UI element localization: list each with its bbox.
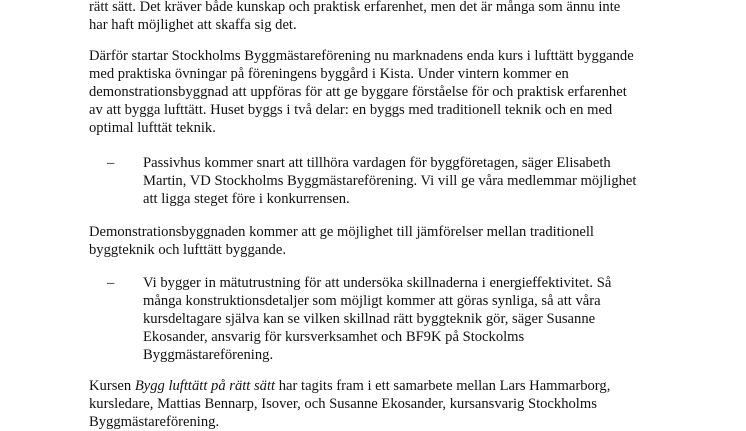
quote-1-line-2: Martin, VD Stockholms Byggmästareförening. Vi vill ge våra medlemmar möjlighet	[143, 173, 637, 189]
quote-2-line-1: Vi bygger in mätutrustning för att undersöka skillnaderna i energieffektivitet. Så	[143, 275, 612, 291]
paragraph-2-line-5: optimal lufttät teknik.	[89, 120, 216, 136]
paragraph-3-line-2: byggteknik och lufttätt byggande.	[89, 242, 286, 258]
paragraph-4-suffix: har tagits fram i ett samarbete mellan Lars Hammarborg,	[275, 378, 611, 394]
paragraph-2-line-3: demonstrationsbyggnad att uppföras för att ge byggare förståelse för och praktisk erfarenhet	[89, 84, 627, 100]
paragraph-4-prefix: Kursen	[89, 378, 135, 394]
paragraph-4-line-1	[89, 377, 610, 395]
paragraph-4-line-2: kursledare, Mattias Bennarp, Isover, och Susanne Ekosander, kursansvarig Stockholms	[89, 396, 597, 412]
paragraph-2-line-2: med praktiska övningar på föreningens byggård i Kista. Under vintern kommer en	[89, 66, 569, 82]
paragraph-1-line-1: rätt sätt. Det kräver både kunskap och praktisk erfarenhet, men det är många som ännu inte	[89, 0, 621, 15]
paragraph-4	[89, 377, 610, 431]
quote-2-line-3: kursdeltagare själva kan se vilken skillnad rätt byggteknik gör, säger Susanne	[143, 311, 596, 327]
paragraph-1-line-2: har haft möjlighet att skaffa sig det.	[89, 17, 297, 33]
paragraph-2-line-4: av att bygga lufttätt. Huset byggs i två delar: en byggs med traditionell teknik och en med	[89, 102, 613, 118]
quote-1-line-3: att ligga steget före i konkurrensen.	[143, 191, 350, 207]
quote-1	[143, 154, 636, 208]
paragraph-1	[89, 0, 620, 34]
paragraph-2-line-1: Därför startar Stockholms Byggmästareförening nu marknadens enda kurs i lufttätt byggande	[89, 48, 634, 64]
paragraph-4-line-3: Byggmästareförening.	[89, 414, 220, 430]
paragraph-3-line-1: Demonstrationsbyggnaden kommer att ge möjlighet till jämförelser mellan traditionell	[89, 224, 594, 240]
course-title: Bygg lufttätt på rätt sätt	[134, 378, 276, 394]
dash-bullet-2: –	[107, 275, 115, 291]
dash-bullet-1: –	[107, 155, 115, 171]
quote-2-line-5: Byggmästareförening.	[143, 347, 274, 363]
quote-2-line-4: Ekosander, ansvarig för kursverksamhet och BF9K på Stockolms	[143, 329, 525, 345]
paragraph-3	[89, 223, 594, 259]
paragraph-2	[89, 47, 634, 137]
quote-2-line-2: många konstruktionsdetaljer som möjligt kommer att göras synliga, så att våra	[143, 293, 601, 309]
quote-1-line-1: Passivhus kommer snart att tillhöra vardagen för byggföretagen, säger Elisabeth	[143, 155, 611, 171]
quote-2	[143, 274, 611, 364]
